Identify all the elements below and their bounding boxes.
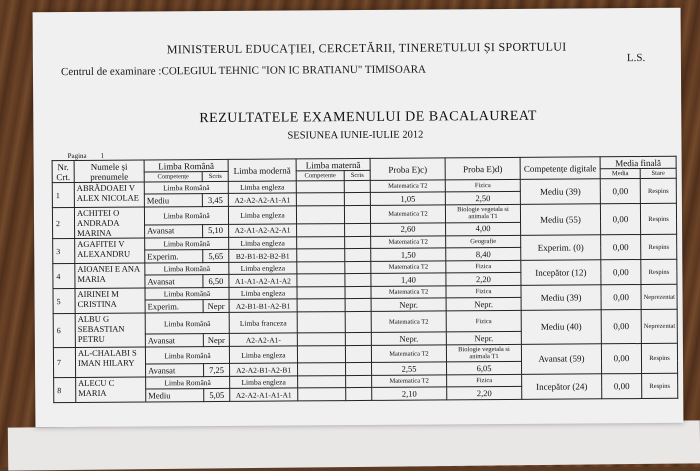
status-badge: Neprezentat bbox=[641, 309, 677, 343]
final-average: 0,00 bbox=[600, 179, 640, 204]
romana-score: 7,25 bbox=[204, 363, 230, 376]
materna-scris-2 bbox=[345, 273, 371, 286]
session-label: SESIUNEA IUNIE-IULIE 2012 bbox=[287, 129, 424, 142]
materna-scris-2 bbox=[345, 248, 371, 261]
col-media-header: Media bbox=[600, 169, 640, 179]
materna-competente bbox=[297, 287, 345, 299]
proba-d-score: 2,50 bbox=[445, 191, 520, 205]
romana-level: Experim. bbox=[145, 250, 203, 263]
table-row bbox=[53, 309, 677, 334]
col-proba-c-header: Proba E)c) bbox=[370, 158, 445, 181]
materna-competente bbox=[297, 346, 345, 363]
status-badge: Respins bbox=[642, 373, 678, 398]
digital-skills: Experim. (0) bbox=[521, 235, 601, 261]
proba-d-score: Nepr. bbox=[446, 331, 521, 345]
moderna-language: Limba engleza bbox=[228, 181, 296, 193]
proba-c-discipline: Matematica T2 bbox=[370, 205, 445, 223]
romana-level: Mediu bbox=[146, 389, 204, 402]
status-badge: Neprezentat bbox=[641, 284, 677, 309]
romana-discipline: Limba Română bbox=[145, 237, 229, 250]
underlying-paper-sheet bbox=[8, 420, 700, 470]
moderna-levels: A2-A2-B1-A2-B1 bbox=[230, 363, 298, 376]
proba-c-score: Nepr. bbox=[371, 298, 446, 312]
row-nr: 1 bbox=[52, 182, 74, 207]
materna-competente-2 bbox=[298, 363, 346, 376]
page-number: 1 bbox=[100, 151, 105, 160]
materna-competente-2 bbox=[298, 388, 346, 401]
candidate-name: ALBU G SEBASTIAN PETRU bbox=[75, 313, 145, 347]
col-name-header: Numele și prenumele bbox=[74, 160, 144, 182]
materna-scris-2 bbox=[345, 223, 371, 237]
row-nr: 7 bbox=[53, 347, 75, 377]
row-nr: 6 bbox=[53, 313, 75, 347]
romana-discipline: Limba Română bbox=[145, 346, 229, 364]
proba-c-score: 2,10 bbox=[372, 387, 447, 401]
materna-competente bbox=[297, 237, 345, 249]
row-nr: 5 bbox=[53, 288, 75, 313]
proba-d-discipline: Biologie vegetala si animala T1 bbox=[445, 204, 520, 222]
moderna-levels: A1-A1-A2-A1-A2 bbox=[229, 274, 297, 287]
proba-d-discipline: Fizica bbox=[446, 310, 521, 332]
candidate-name: ABRĂDOAEI V ALEX NICOLAE bbox=[74, 182, 144, 207]
row-nr: 2 bbox=[52, 207, 74, 238]
materna-scris bbox=[345, 286, 371, 298]
candidate-name: AGAFITEI V ALEXANDRU bbox=[75, 238, 145, 263]
proba-d-score: 8,40 bbox=[446, 247, 521, 261]
final-average: 0,00 bbox=[602, 374, 642, 399]
materna-competente bbox=[296, 181, 344, 193]
romana-level: Avansat bbox=[146, 364, 204, 377]
materna-scris bbox=[345, 236, 371, 248]
proba-d-score: Nepr. bbox=[446, 297, 521, 311]
results-document bbox=[33, 8, 684, 428]
proba-c-score: 1,05 bbox=[370, 192, 445, 206]
romana-discipline: Limba Română bbox=[145, 287, 229, 300]
moderna-levels: A2-A2-A1-A1-A1 bbox=[230, 388, 298, 401]
col-nr-header: Nr. Crt. bbox=[52, 160, 74, 182]
proba-d-score: 2,20 bbox=[447, 386, 522, 400]
row-nr: 3 bbox=[53, 238, 75, 263]
materna-competente-2 bbox=[297, 274, 345, 287]
digital-skills: Avansat (59) bbox=[521, 344, 601, 375]
col-competente2-header: Competente bbox=[296, 171, 344, 181]
final-average: 0,00 bbox=[601, 235, 641, 260]
moderna-language: Limba franceza bbox=[229, 312, 297, 333]
materna-competente-2 bbox=[297, 299, 345, 312]
results-table bbox=[52, 156, 679, 403]
final-average: 0,00 bbox=[601, 285, 641, 310]
romana-level: Mediu bbox=[144, 194, 202, 207]
romana-score: 5,05 bbox=[204, 388, 230, 401]
status-badge: Respins bbox=[640, 203, 676, 234]
materna-competente bbox=[297, 312, 345, 333]
col-stare-header: Stare bbox=[640, 168, 676, 178]
proba-d-discipline: Fizica bbox=[445, 179, 520, 192]
proba-d-score: 6,05 bbox=[447, 361, 522, 375]
moderna-levels: A2-B1-B1-A2-B1 bbox=[229, 299, 297, 312]
col-moderna-header: Limba modernă bbox=[228, 159, 296, 181]
page-label: Pagina bbox=[67, 151, 87, 161]
candidate-name: AIRINEI M CRISTINA bbox=[75, 288, 145, 313]
row-nr: 8 bbox=[54, 377, 76, 402]
moderna-language: Limba engleza bbox=[229, 287, 297, 299]
proba-c-discipline: Matematica T2 bbox=[371, 261, 446, 274]
romana-level: Avansat bbox=[145, 275, 203, 288]
col-competente-header: Competențe bbox=[144, 172, 202, 182]
proba-c-discipline: Matematica T2 bbox=[372, 375, 447, 388]
row-nr: 4 bbox=[53, 263, 75, 288]
proba-c-score: 1,50 bbox=[371, 248, 446, 262]
proba-d-score: 4,00 bbox=[446, 222, 521, 236]
status-badge: Respins bbox=[640, 178, 676, 203]
digital-skills: Incepător (24) bbox=[522, 374, 602, 400]
romana-level: Experim. bbox=[145, 300, 203, 313]
materna-scris bbox=[345, 261, 371, 273]
status-badge: Respins bbox=[641, 343, 677, 373]
final-average: 0,00 bbox=[601, 260, 641, 285]
materna-scris bbox=[345, 311, 371, 332]
romana-score: 3,45 bbox=[202, 193, 228, 206]
proba-c-discipline: Matematica T2 bbox=[371, 236, 446, 249]
moderna-language: Limba engleza bbox=[229, 262, 297, 274]
proba-d-discipline: Fizica bbox=[446, 285, 521, 298]
moderna-levels: A2-A2-A2-A1-A1 bbox=[228, 193, 296, 206]
materna-scris bbox=[344, 180, 370, 192]
materna-competente-2 bbox=[296, 193, 344, 206]
materna-competente-2 bbox=[297, 333, 345, 346]
candidate-name: ACHITEI O ANDRADA MARINA bbox=[74, 207, 144, 238]
proba-d-discipline: Biologie vegetala si animala T1 bbox=[446, 344, 521, 362]
table-row bbox=[52, 203, 676, 225]
romana-score: Nepr bbox=[203, 299, 229, 312]
romana-score: 6,50 bbox=[203, 274, 229, 287]
romana-discipline: Limba Română bbox=[145, 312, 229, 334]
materna-competente bbox=[298, 376, 346, 388]
status-badge: Respins bbox=[641, 234, 677, 259]
romana-score: Nepr bbox=[203, 333, 229, 346]
candidate-name: AL-CHALABI S IMAN HILARY bbox=[75, 347, 145, 377]
moderna-language: Limba engleza bbox=[229, 346, 297, 363]
romana-level: Avansat bbox=[145, 334, 203, 347]
proba-c-discipline: Matematica T2 bbox=[371, 286, 446, 299]
moderna-levels: A2-A2-A1- bbox=[229, 333, 297, 346]
romana-score: 5,65 bbox=[203, 249, 229, 262]
materna-scris bbox=[346, 375, 372, 387]
materna-scris-2 bbox=[345, 332, 371, 345]
digital-skills: Mediu (40) bbox=[521, 310, 601, 345]
moderna-language: Limba engleza bbox=[228, 206, 296, 224]
document-title: REZULTATELE EXAMENULUI DE BACALAUREAT bbox=[199, 108, 538, 127]
romana-score: 5,10 bbox=[203, 224, 229, 238]
romana-level: Avansat bbox=[145, 224, 203, 238]
col-digital-header: Competențe digitale bbox=[520, 157, 600, 180]
ministry-name: MINISTERUL EDUCAȚIEI, CERCETĂRII, TINERETULUI ȘI SPORTULUI bbox=[166, 39, 567, 57]
digital-skills: Mediu (39) bbox=[520, 179, 600, 205]
col-media-finala-header: Media finală bbox=[600, 156, 676, 169]
materna-scris-2 bbox=[345, 298, 371, 311]
romana-discipline: Limba Română bbox=[144, 181, 228, 194]
proba-c-score: 1,40 bbox=[371, 273, 446, 287]
moderna-levels: A2-A1-A2-A2-A1 bbox=[229, 223, 297, 237]
proba-c-discipline: Matematica T2 bbox=[370, 180, 445, 193]
materna-competente-2 bbox=[297, 249, 345, 262]
materna-scris-2 bbox=[346, 362, 372, 375]
col-materna-header: Limba maternă bbox=[296, 158, 370, 171]
romana-discipline: Limba Română bbox=[146, 376, 230, 389]
materna-scris-2 bbox=[346, 387, 372, 400]
col-proba-d-header: Proba E)d) bbox=[445, 157, 520, 180]
exam-center: Centrul de examinare :COLEGIUL TEHNIC "ION IC BRATIANU" TIMISOARA bbox=[60, 63, 427, 79]
page-indicator bbox=[68, 152, 105, 160]
moderna-language: Limba engleza bbox=[230, 376, 298, 388]
materna-competente bbox=[296, 206, 344, 224]
proba-c-score: 2,60 bbox=[371, 222, 446, 236]
materna-scris bbox=[344, 205, 370, 223]
proba-d-discipline: Fizica bbox=[446, 260, 521, 273]
col-romana-header: Limba Română bbox=[144, 159, 228, 172]
results-table-body bbox=[52, 178, 678, 402]
proba-d-discipline: Fizica bbox=[447, 374, 522, 387]
final-average: 0,00 bbox=[600, 204, 640, 235]
col-scris-header: Scris bbox=[202, 171, 228, 181]
status-badge: Respins bbox=[641, 259, 677, 284]
romana-discipline: Limba Română bbox=[145, 262, 229, 275]
col-scris2-header: Scris bbox=[344, 170, 370, 180]
digital-skills: Incepător (12) bbox=[521, 260, 601, 286]
proba-c-discipline: Matematica T2 bbox=[371, 311, 446, 333]
final-average: 0,00 bbox=[601, 310, 641, 344]
proba-d-discipline: Geografie bbox=[446, 235, 521, 248]
proba-c-discipline: Matematica T2 bbox=[371, 345, 446, 363]
materna-scris bbox=[345, 345, 371, 362]
candidate-name: AIOANEI E ANA MARIA bbox=[75, 263, 145, 288]
romana-discipline: Limba Română bbox=[144, 206, 228, 224]
moderna-language: Limba engleza bbox=[229, 237, 297, 249]
moderna-levels: B2-B1-B2-B2-B1 bbox=[229, 249, 297, 262]
materna-competente-2 bbox=[297, 223, 345, 237]
proba-c-score: 2,55 bbox=[372, 362, 447, 376]
proba-d-score: 2,20 bbox=[446, 272, 521, 286]
proba-c-score: Nepr. bbox=[371, 332, 446, 346]
final-average: 0,00 bbox=[601, 344, 641, 374]
candidate-name: ALECU C MARIA bbox=[76, 377, 146, 402]
digital-skills: Mediu (55) bbox=[520, 204, 600, 236]
materna-competente bbox=[297, 262, 345, 274]
digital-skills: Mediu (39) bbox=[521, 285, 601, 311]
materna-scris-2 bbox=[344, 192, 370, 205]
seal-initials: L.S. bbox=[626, 51, 646, 65]
table-row bbox=[53, 343, 677, 364]
